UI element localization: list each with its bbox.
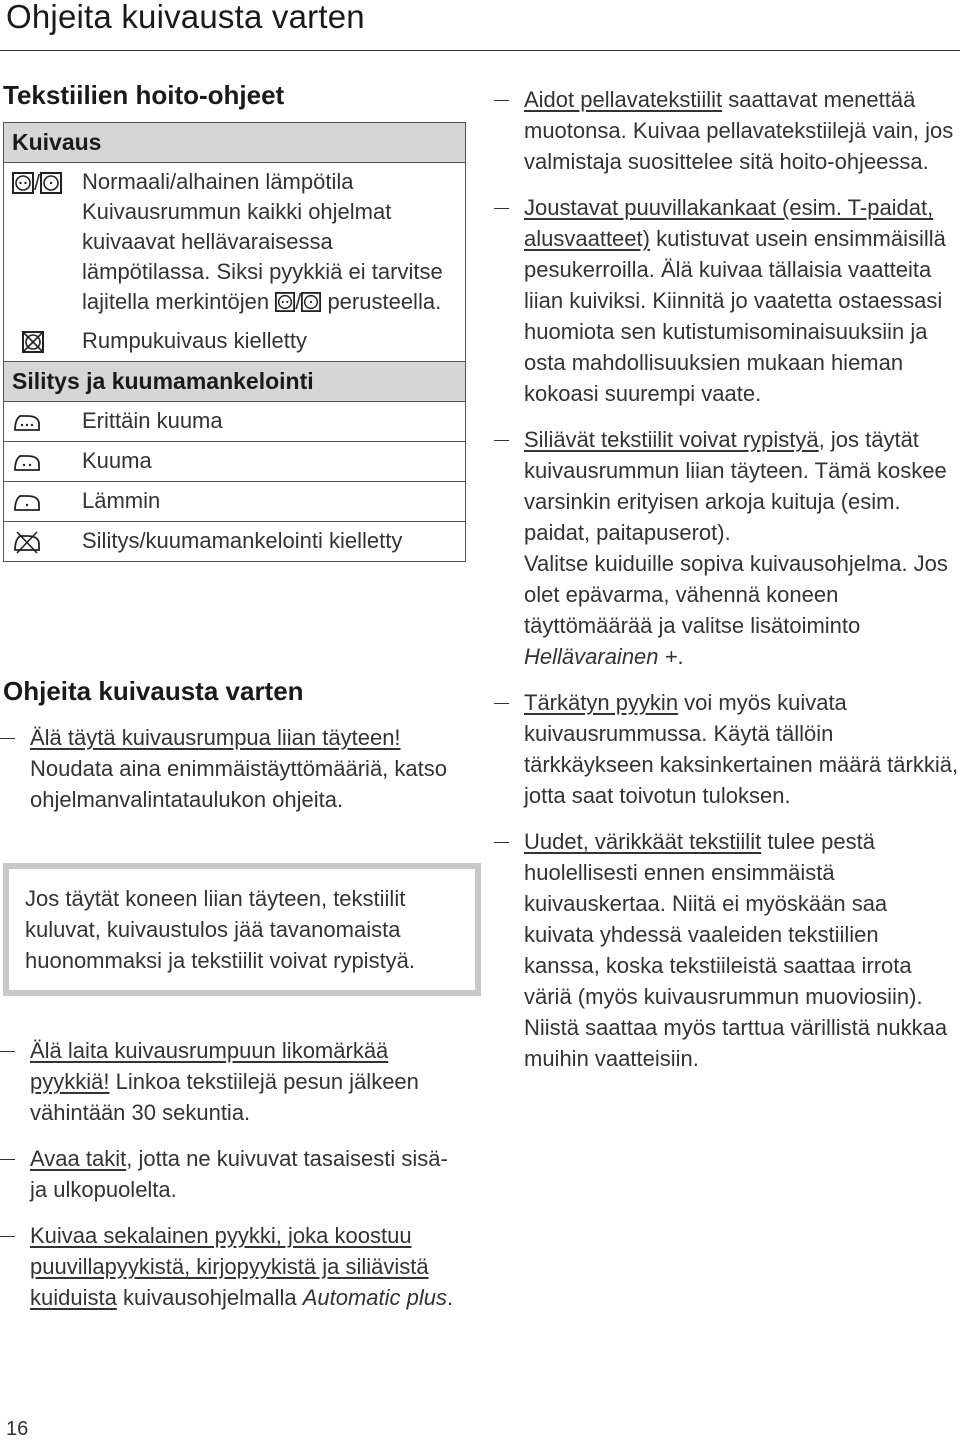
normal-desc-part2: perusteella. (321, 289, 442, 314)
iron-medium-row (4, 442, 465, 482)
list-item-text: voi myös kuivata kuivausrummussa. Käytä tällöin tärkkäykseen kaksinkertainen määrä tärkkiä, jotta saat toivotun tuloksen. (524, 690, 959, 808)
drying-tips-heading: Ohjeita kuivausta varten (3, 676, 304, 706)
normal-temp-description (82, 197, 455, 317)
tumble-dry-two-dots-icon (12, 172, 34, 194)
list-item (494, 192, 960, 409)
list-item-text: tulee pestä huolellisesti ennen ensimmäistä kuivauskertaa. Niitä ei myöskään saa kuivata yhdessä vaaleiden tekstiilien kanssa, koska tekstiileistä saattaa irrota väriä (myös kuivausrummun muoviosiin). Niistä saattaa myös tarttua värillistä nukkaa muihin vaatteisiin. (524, 829, 948, 1071)
list-item (0, 722, 470, 815)
list-item-emphasis: Aidot pellavatekstiilit (524, 87, 723, 112)
iron-warm-symbol (4, 482, 82, 521)
no-tumble-label: Rumpukuivaus kielletty (82, 328, 307, 353)
list-item-end: . (677, 644, 684, 669)
page-title: Ohjeita kuivausta varten (6, 0, 365, 35)
iron-no-label: Silitys/kuumamankelointi kielletty (82, 528, 403, 553)
list-item (494, 687, 960, 811)
normal-desc-part1: Kuivausrummun kaikki ohjelmat kuivaavat hellävaraisessa lämpötilassa. Siksi pyykkiä ei tarvitse lajitella merkintöjen (82, 199, 443, 314)
no-tumble-dry-icon (22, 331, 44, 353)
list-item (494, 826, 960, 1074)
symbol-separator: / (34, 170, 41, 196)
list-item-text: Noudata aina enimmäistäyttömääriä, katso ohjelmanvalintataulukon ohjeita. (30, 756, 447, 812)
drying-tips-list-2 (0, 1035, 470, 1328)
list-item-text: saattavat menettää muotonsa. Kuivaa pellavatekstiilejä vain, jos valmistaja suosittelee sitä hoito-ohjeessa. (524, 87, 954, 174)
iron-no-symbol (4, 522, 82, 561)
list-item-emphasis: Älä täytä kuivausrumpua liian täyteen! (30, 725, 401, 750)
care-symbols-table (3, 122, 466, 562)
list-item-emphasis: Uudet, värikkäät tekstiilit (524, 829, 762, 854)
list-item-end: . (447, 1285, 454, 1310)
program-name: Automatic plus (302, 1285, 448, 1310)
iron-hot-row (4, 402, 465, 442)
right-column (494, 84, 960, 1089)
option-name: Hellävarainen + (524, 644, 678, 669)
list-item-text: kuivausohjelmalla (116, 1285, 303, 1310)
iron-three-dots-icon (12, 410, 42, 434)
no-tumble-row (4, 322, 465, 361)
normal-temp-label: Normaali/alhainen lämpötila (82, 169, 354, 194)
normal-temp-row (4, 163, 465, 322)
iron-one-dot-icon (12, 490, 42, 514)
iron-hot-label: Erittäin kuuma (82, 408, 223, 433)
list-item (494, 84, 960, 177)
iron-two-dots-icon (12, 450, 42, 474)
list-item (0, 1143, 470, 1205)
list-item-emphasis: Joustavat puuvillakankaat (esim. T-paidat, alusvaatteet) (524, 195, 934, 251)
warning-note-box: Jos täytät koneen liian täyteen, tekstiilit kuluvat, kuivaustulos jää tavanomaista huonommaksi ja tekstiilit voivat rypistyä. (3, 863, 481, 996)
normal-low-temp-symbols (4, 163, 82, 322)
iron-medium-symbol (4, 442, 82, 481)
iron-medium-label: Kuuma (82, 448, 152, 473)
tumble-dry-one-dot-icon (40, 172, 62, 194)
list-item (0, 1035, 470, 1128)
page-header (0, 0, 960, 51)
iron-no-row (4, 522, 465, 561)
list-item-emphasis: Avaa takit (30, 1146, 127, 1171)
list-item-text: , jotta ne kuivuvat tasaisesti sisä- ja ulkopuolelta. (30, 1146, 448, 1202)
list-item-text-2: Valitse kuiduille sopiva kuivausohjelma. Jos olet epävarma, vähennä koneen täyttömäärää ja valitse lisätoiminto (524, 551, 948, 638)
normal-temp-text (82, 163, 465, 322)
list-item-emphasis: Älä laita kuivausrumpuun likomärkää pyykkiä! (30, 1038, 389, 1094)
iron-warm-label: Lämmin (82, 488, 161, 513)
fabric-tips-list (494, 84, 960, 1074)
list-item-emphasis: Siliävät tekstiilit voivat rypistyä (524, 427, 819, 452)
drying-heading: Kuivaus (4, 123, 465, 163)
no-tumble-symbol (4, 322, 82, 361)
list-item-text: , jos täytät kuivausrummun liian täyteen. Tämä koskee varsinkin erityisen arkoja kuituja (esim. paidat, paitapuserot). (524, 427, 947, 545)
no-iron-icon (12, 529, 42, 555)
list-item (494, 424, 960, 672)
list-item-text: Linkoa tekstiilejä pesun jälkeen vähintään 30 sekuntia. (30, 1069, 419, 1125)
drying-tips-list-1 (0, 722, 470, 830)
list-item (0, 1220, 470, 1313)
ironing-heading: Silitys ja kuumamankelointi (4, 361, 465, 402)
care-instructions-heading: Tekstiilien hoito-ohjeet (3, 80, 285, 110)
list-item-emphasis: Tärkätyn pyykin (524, 690, 679, 715)
list-item-emphasis: Kuivaa sekalainen pyykki, joka koostuu puuvillapyykistä, kirjopyykistä ja siliävistä kuiduista (30, 1223, 429, 1310)
normal-desc-sep: / (295, 289, 302, 314)
tumble-dry-one-dot-inline-icon (301, 292, 321, 312)
page-number: 16 (6, 1418, 29, 1440)
list-item-text: kutistuvat usein ensimmäisillä pesukerroilla. Älä kuivaa tällaisia vaatteita liian kuiviksi. Kiinnitä jo vaatetta ostaessasi huomiota sen kutistumisominaisuuksiin ja osta mahdollisuuksien mukaan hieman kokoasi suurempi vaate. (524, 226, 946, 406)
iron-warm-row (4, 482, 465, 522)
tumble-dry-two-dots-inline-icon (275, 292, 295, 312)
iron-hot-symbol (4, 402, 82, 441)
